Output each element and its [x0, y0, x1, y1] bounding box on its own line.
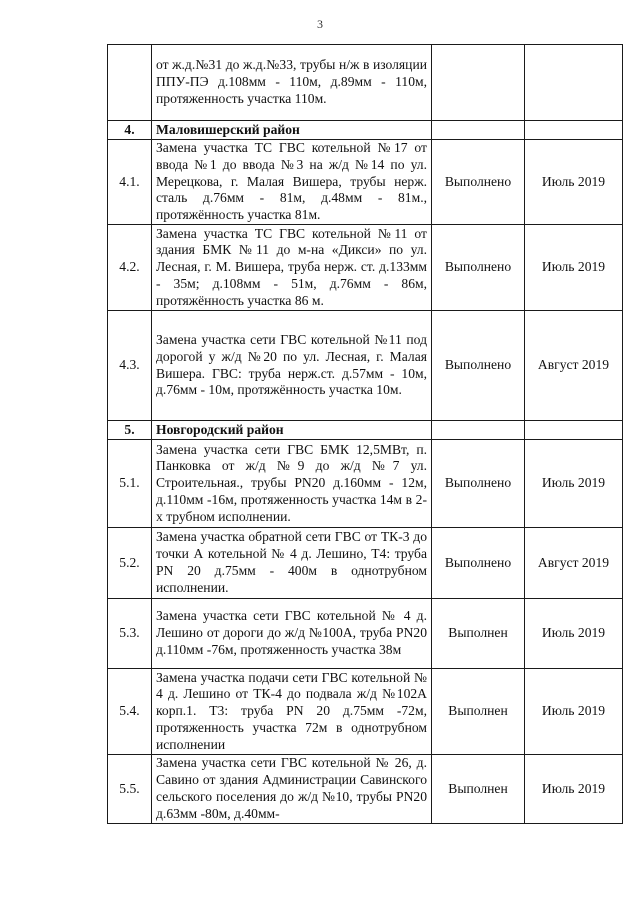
work-status: Выполнен — [432, 755, 525, 824]
section-number: 4. — [108, 121, 152, 140]
table-row — [108, 755, 623, 824]
table-row — [108, 669, 623, 755]
table-row — [108, 140, 623, 225]
works-table — [107, 44, 623, 824]
row-number: 4.2. — [108, 225, 152, 311]
work-status: Выполнен — [432, 669, 525, 755]
work-status: Выполнено — [432, 225, 525, 311]
work-date: Июль 2019 — [525, 669, 623, 755]
work-description: Замена участка обратной сети ГВС от ТК-3 до точки А котельной № 4 д. Лешино, Т4: труба PN 20 д.75мм - 400м в однотрубном исполнении. — [152, 528, 432, 599]
section-title: Новгородский район — [152, 421, 432, 440]
work-description: Замена участка ТС ГВС котельной №17 от ввода №1 до ввода №3 на ж/д №14 по ул. Мерецкова, г. Малая Вишера, трубы нерж. сталь д.76мм - 81м, д.48мм - 81м., протяжённость участка 81м. — [152, 140, 432, 225]
row-number: 5.2. — [108, 528, 152, 599]
work-date: Август 2019 — [525, 528, 623, 599]
row-number: 5.3. — [108, 599, 152, 669]
work-status: Выполнено — [432, 140, 525, 225]
work-date: Август 2019 — [525, 311, 623, 421]
work-description: Замена участка сети ГВС БМК 12,5МВт, п. Панковка от ж/д №9 до ж/д №7 ул. Строительная., трубы PN20 д.160мм - 12м, д.110мм -16м, протяженность участка 14м в 2-х трубном исполнении. — [152, 440, 432, 528]
work-description: Замена участка сети ГВС котельной №11 под дорогой у ж/д №20 по ул. Лесная, г. Малая Вишера. ГВС: труба нерж.ст. д.57мм - 10м, д.76мм - 10м, протяжённость участка 10м. — [152, 311, 432, 421]
work-date — [525, 45, 623, 121]
work-date: Июль 2019 — [525, 225, 623, 311]
work-status: Выполнен — [432, 599, 525, 669]
section-number: 5. — [108, 421, 152, 440]
work-description: Замена участка ТС ГВС котельной №11 от здания БМК №11 до м-на «Дикси» по ул. Лесная, г. М. Вишера, труба нерж. ст. д.133мм - 35м; д.108мм - 51м, д.76мм - 86м, протяжённость участка 86 м. — [152, 225, 432, 311]
work-description: Замена участка подачи сети ГВС котельной № 4 д. Лешино от ТК-4 до подвала ж/д №102А корп.1. Т3: труба PN 20 д.75мм -72м, протяженность участка 72м в однотрубном исполнении — [152, 669, 432, 755]
work-description: Замена участка сети ГВС котельной № 4 д. Лешино от дороги до ж/д №100А, труба PN20 д.110мм -76м, протяженность участка 38м — [152, 599, 432, 669]
work-status: Выполнено — [432, 440, 525, 528]
work-date: Июль 2019 — [525, 140, 623, 225]
table-row — [108, 599, 623, 669]
work-date: Июль 2019 — [525, 440, 623, 528]
section-row — [108, 421, 623, 440]
table-row — [108, 311, 623, 421]
work-status: Выполнено — [432, 528, 525, 599]
table-row — [108, 528, 623, 599]
row-number — [108, 45, 152, 121]
section-title: Маловишерский район — [152, 121, 432, 140]
table-row — [108, 45, 623, 121]
table-row — [108, 225, 623, 311]
work-status — [432, 45, 525, 121]
work-date: Июль 2019 — [525, 599, 623, 669]
row-number: 4.1. — [108, 140, 152, 225]
page-number: 3 — [317, 17, 323, 31]
section-row — [108, 121, 623, 140]
work-date: Июль 2019 — [525, 755, 623, 824]
row-number: 5.5. — [108, 755, 152, 824]
work-description: от ж.д.№31 до ж.д.№33, трубы н/ж в изоляции ППУ-ПЭ д.108мм - 110м, д.89мм - 110м, протяженность участка 110м. — [152, 45, 432, 121]
table-row — [108, 440, 623, 528]
row-number: 4.3. — [108, 311, 152, 421]
row-number: 5.4. — [108, 669, 152, 755]
work-description: Замена участка сети ГВС котельной № 26, д. Савино от здания Администрации Савинского сельского поселения до ж/д №10, трубы PN20 д.63мм -80м, д.40мм- — [152, 755, 432, 824]
work-status: Выполнено — [432, 311, 525, 421]
row-number: 5.1. — [108, 440, 152, 528]
